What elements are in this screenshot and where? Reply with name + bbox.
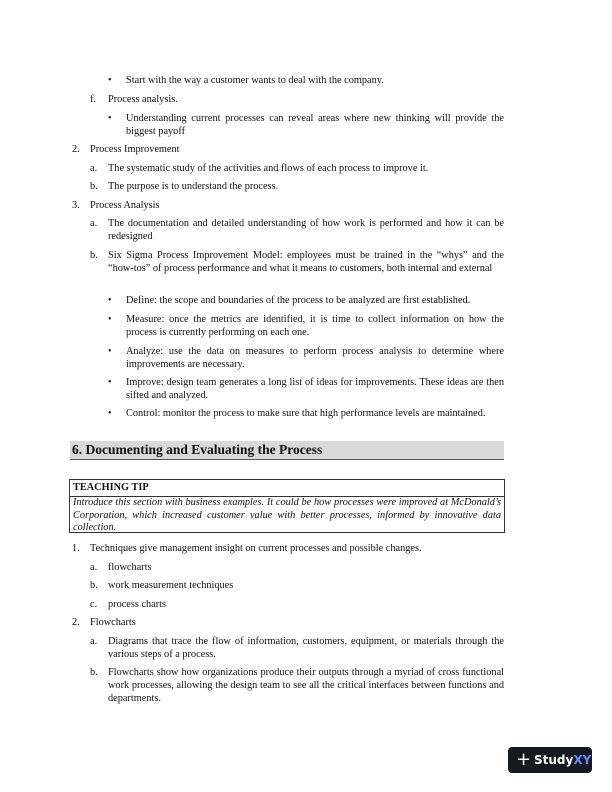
section-heading — [70, 441, 504, 460]
list-item: a. The systematic study of the activities and flows of each process to improve it. — [90, 163, 429, 174]
teaching-tip-header — [70, 480, 504, 497]
list-item: a. Diagrams that trace the flow of information, customers, equipment, or materials through the various steps of a process. — [90, 636, 504, 660]
list-item: b. Flowcharts show how organizations produce their outputs through a myriad of cross functional work processes, allowing the design team to see all the critical interfaces between functions and departments. — [90, 667, 504, 704]
list-item: 2. Flowcharts — [72, 617, 136, 628]
bullet-icon: • — [108, 295, 112, 306]
list-item: f. Process analysis. — [90, 94, 178, 105]
teaching-tip-body: Introduce this section with business examples. It could be how processes were improved at McDonald’s Corporation, which increased customer value with better processes, informed by innovative data collection. — [73, 497, 501, 534]
bullet-icon: • — [108, 75, 112, 86]
list-item: 3. Process Analysis — [72, 200, 160, 211]
list-item: b. work measurement techniques — [90, 580, 234, 591]
studyxy-logo[interactable] — [508, 747, 592, 773]
list-item: a. The documentation and detailed understanding of how work is performed and how it can be redesigned — [90, 218, 504, 242]
list-item: a. flowcharts — [90, 562, 152, 573]
teaching-tip-box — [69, 479, 505, 533]
section-title: 6. Documenting and Evaluating the Process — [72, 442, 323, 457]
list-item: c. process charts — [90, 599, 167, 610]
bullet-icon: • — [108, 408, 112, 419]
teaching-tip-title: TEACHING TIP — [73, 482, 149, 493]
list-item: • Understanding current processes can reveal areas where new thinking will provide the biggest payoff — [108, 113, 504, 137]
list-item: • Improve: design team generates a long list of ideas for improvements. These ideas are then sifted and analyzed. — [108, 377, 504, 401]
list-item: 1. Techniques give management insight on current processes and possible changes. — [72, 543, 422, 554]
plus-icon: + — [516, 749, 532, 770]
list-item: 2. Process Improvement — [72, 144, 180, 155]
brand-name: StudyXY — [534, 753, 592, 767]
list-item: b. Six Sigma Process Improvement Model: employees must be trained in the “whys” and the “how-tos” of process performance and what it means to customers, both internal and external — [90, 250, 504, 274]
list-item: • Start with the way a customer wants to deal with the company. — [108, 75, 384, 86]
bullet-icon: • — [108, 377, 112, 388]
bullet-icon: • — [108, 113, 112, 124]
list-item: • Analyze: use the data on measures to perform process analysis to determine where improvements are necessary. — [108, 346, 504, 370]
bullet-icon: • — [108, 314, 112, 325]
list-item: b. The purpose is to understand the process. — [90, 181, 279, 192]
list-item: • Control: monitor the process to make sure that high performance levels are maintained. — [108, 408, 486, 419]
bullet-icon: • — [108, 346, 112, 357]
list-item: • Measure: once the metrics are identified, it is time to collect information on how the process is currently performing on each one. — [108, 314, 504, 338]
list-item: • Define: the scope and boundaries of the process to be analyzed are first established. — [108, 295, 471, 306]
